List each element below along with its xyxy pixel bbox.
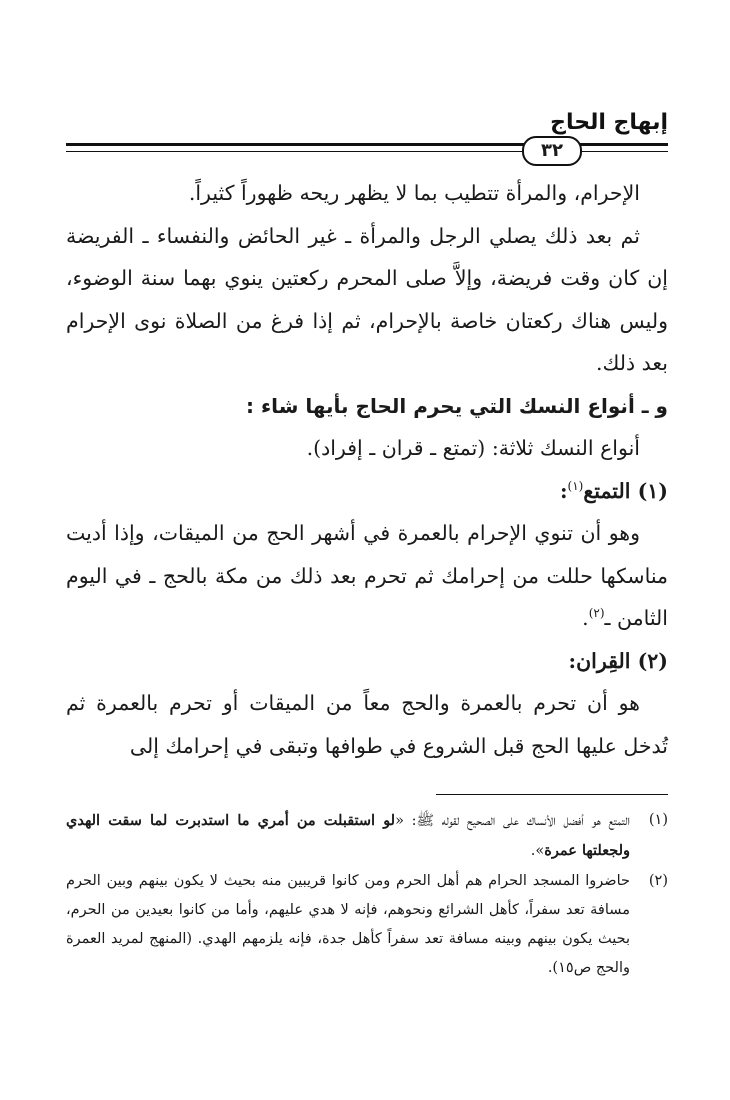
footnote-number: (١) <box>648 812 668 828</box>
page-body <box>66 172 668 767</box>
subheading-text: (١) التمتع <box>583 478 668 503</box>
paragraph-text: وهو أن تنوي الإحرام بالعمرة في أشهر الحج من الميقات، وإذا أديت مناسكها حللت من إحرامك ثم تحرم بعد ذلك من مكة بالحج ـ في اليوم الثامن ـ <box>66 521 668 630</box>
subheading-qiran: (٢) القِران: <box>568 648 668 673</box>
footnote-ref-link[interactable]: (١) <box>567 478 584 493</box>
subheading-colon: : <box>559 478 568 503</box>
footnote-text <box>66 806 630 866</box>
paragraph: هو أن تحرم بالعمرة والحج معاً من الميقات أو تحرم بالعمرة ثم تُدخل عليها الحج قبل الشروع في طوافها وتبقى في إحرامك إلى <box>66 691 668 758</box>
footnote-number: (٢) <box>648 873 668 889</box>
footnote-hadith-quote: لو استقبلت من أمري ما استدبرت لما سقت الهدي ولجعلتها عمرة <box>66 812 630 859</box>
paragraph-end: . <box>582 606 589 630</box>
footnote-text: حاضروا المسجد الحرام هم أهل الحرم ومن كانوا قريبين منه بحيث لا يكون بينهم وبين الحرم مسافة تعد سفراً، كأهل الشرائع ونحوهم، فإنه لا هدي عليهم، وأما من كانوا بعيدين من الحرم، بحيث يكون بينهم وبينه مسافة تعد سفراً كأهل جدة، فإنه يلزمهم الهدي. (المنهج لمريد العمرة والحج ص١٥). <box>66 873 630 976</box>
footnote <box>66 867 668 983</box>
footnotes <box>66 806 668 984</box>
footnote-separator <box>436 794 668 795</box>
paragraph <box>66 512 668 640</box>
paragraph: ثم بعد ذلك يصلي الرجل والمرأة ـ غير الحائض والنفساء ـ الفريضة إن كان وقت فريضة، وإلاَّ صلى المحرم ركعتين ينوي بهما سنة الوضوء، وليس هناك ركعتان خاصة بالإحرام، ثم إذا فرغ من الصلاة نوى الإحرام بعد ذلك. <box>66 223 668 375</box>
page-number-badge <box>522 136 582 166</box>
page-number: ٣٢ <box>541 140 563 161</box>
footnote-text-plain: التمتع هو أفضل الأنساك على الصحيح لقوله ﷺ: « <box>395 813 630 829</box>
running-header-title: إبهاج الحاج <box>550 110 668 135</box>
paragraph: الإحرام، والمرأة تتطيب بما لا يظهر ريحه ظهوراً كثيراً. <box>188 181 640 205</box>
footnote-text-end: ». <box>530 843 545 859</box>
section-heading: و ـ أنواع النسك التي يحرم الحاج بأيها شاء : <box>246 393 668 418</box>
footnote <box>66 806 668 866</box>
paragraph: أنواع النسك ثلاثة: (تمتع ـ قران ـ إفراد). <box>306 436 640 460</box>
footnote-ref-link[interactable]: (٢) <box>588 606 605 621</box>
subheading-tamattu <box>66 470 668 513</box>
